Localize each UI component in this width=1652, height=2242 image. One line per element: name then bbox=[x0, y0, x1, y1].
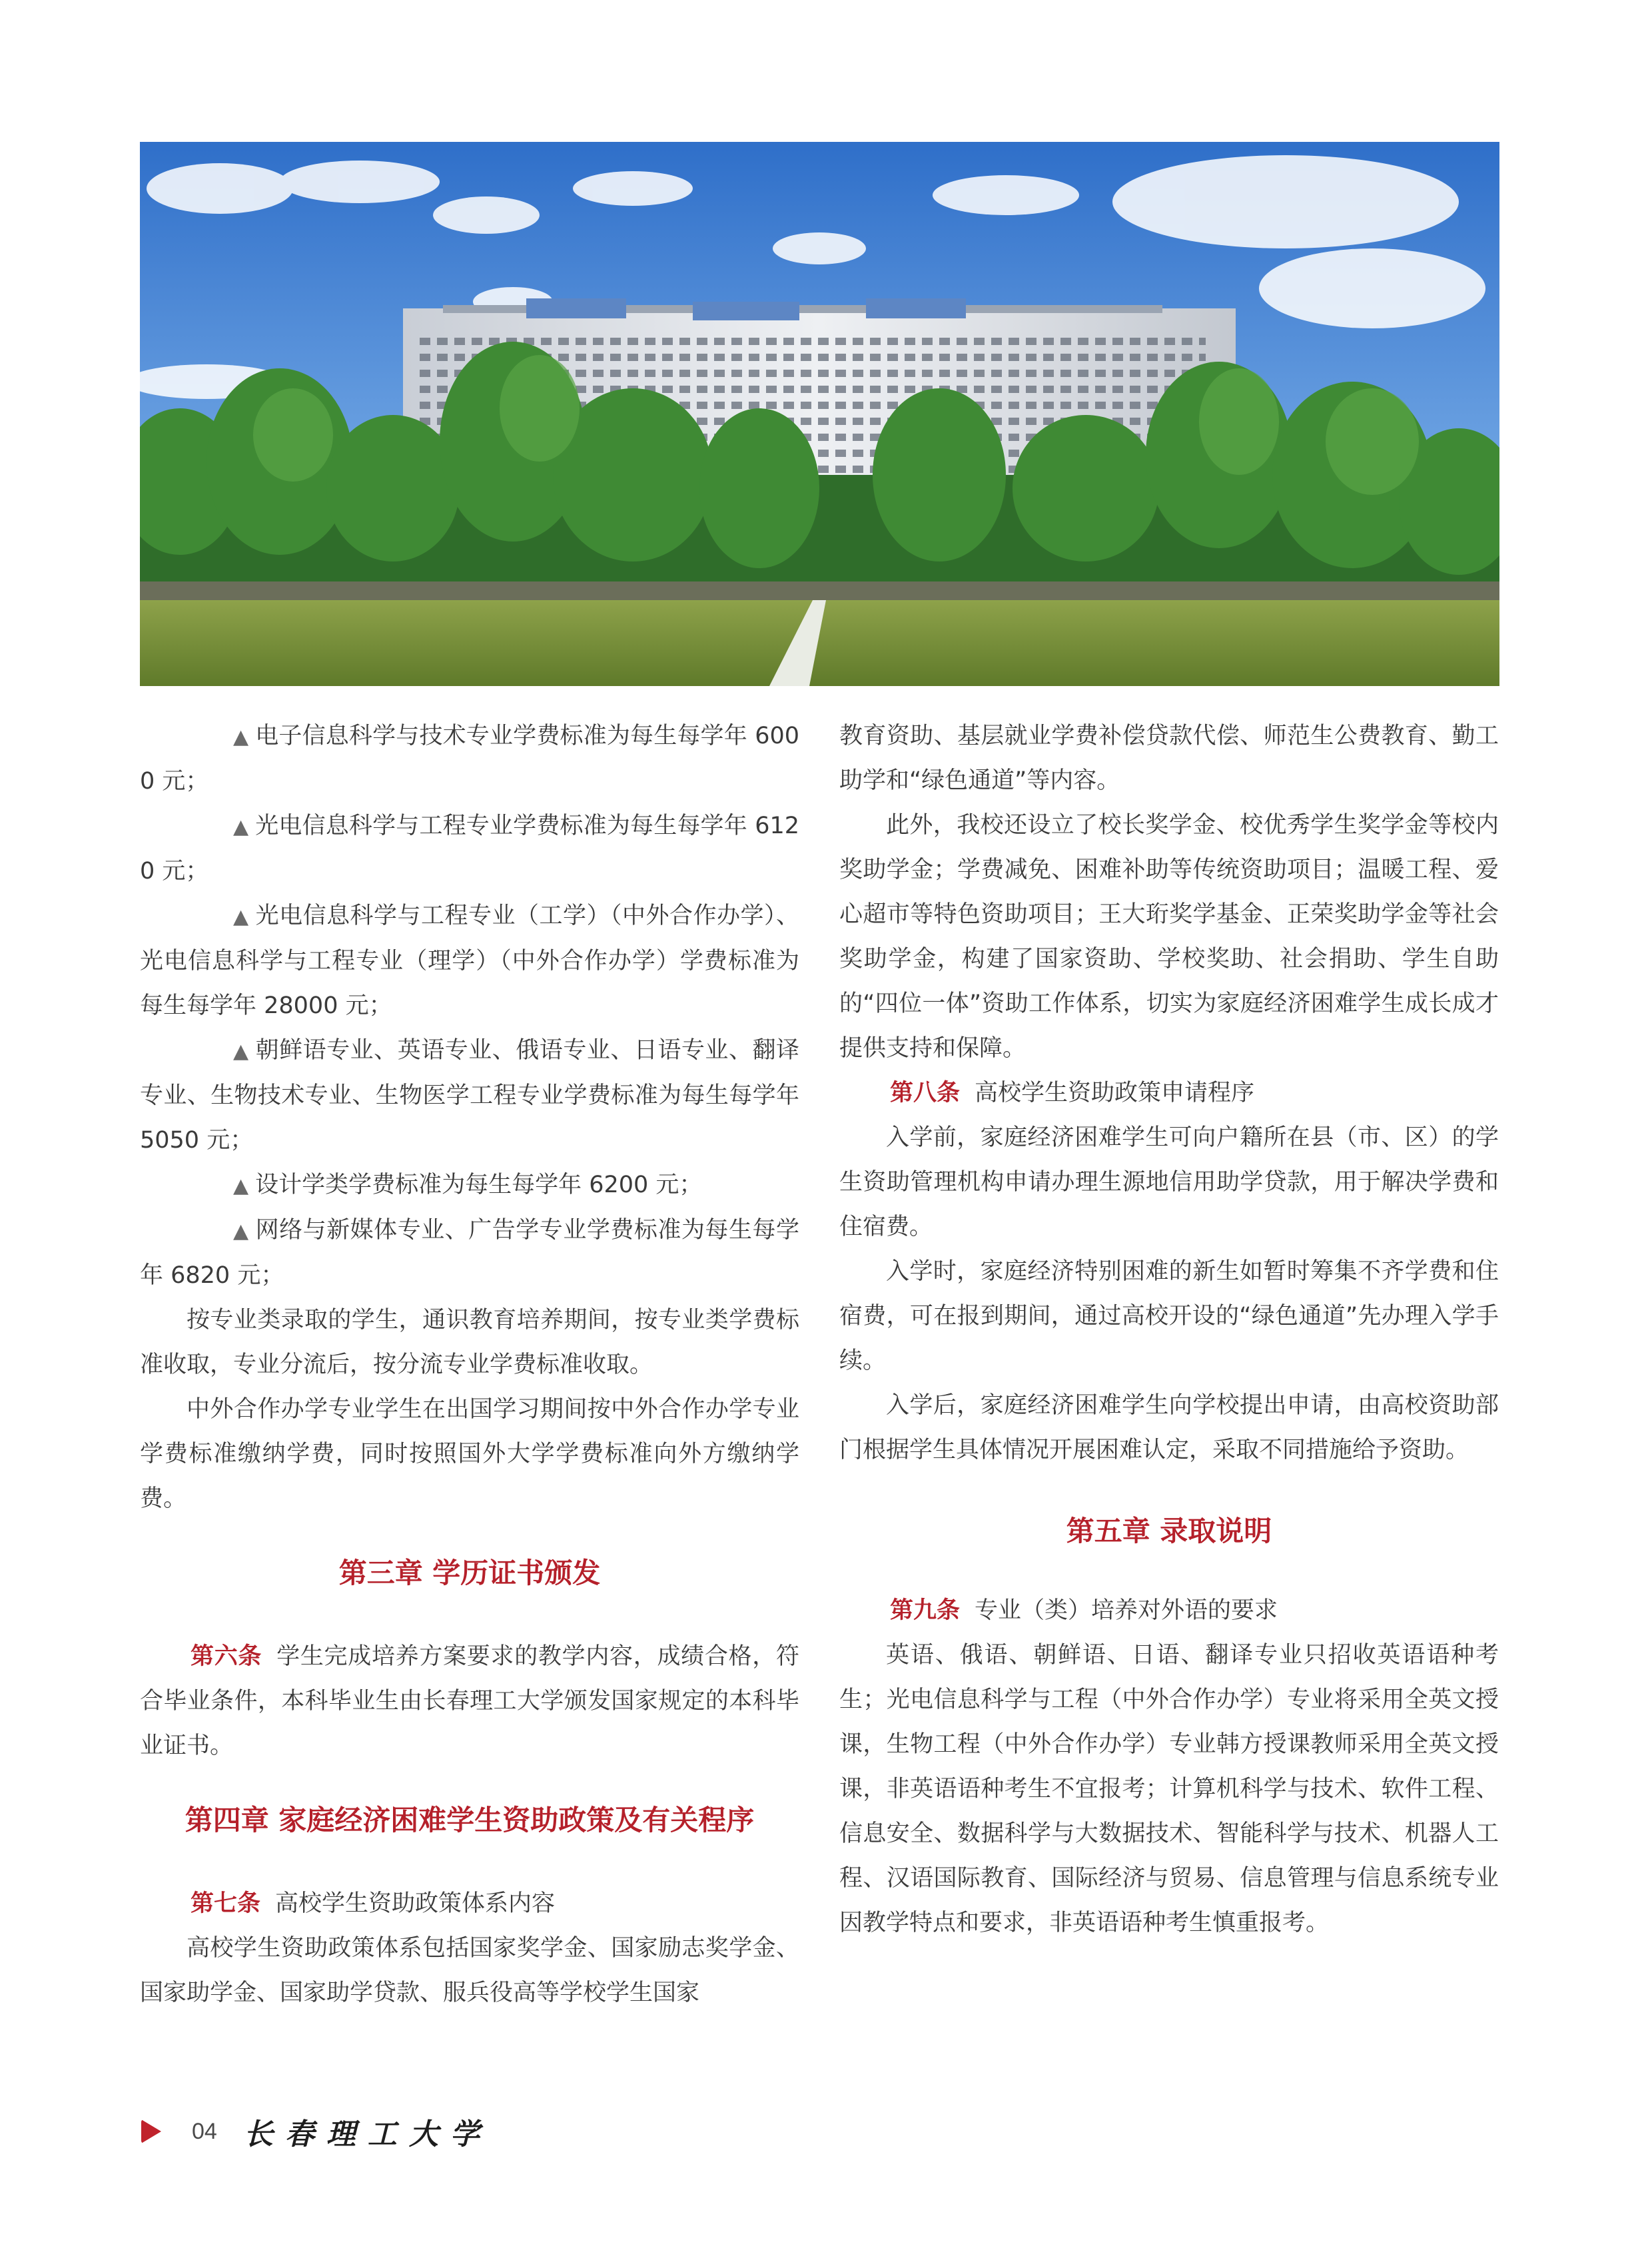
paragraph: 入学后，家庭经济困难学生向学校提出申请，由高校资助部门根据学生具体情况开展困难认定，采取不同措施给予资助。 bbox=[839, 1392, 1499, 1463]
triangle-bullet-icon: ▲ bbox=[233, 815, 249, 839]
chapter-heading: 第三章 学历证书颁发 bbox=[338, 1557, 601, 1589]
triangle-bullet-icon: ▲ bbox=[233, 1220, 249, 1243]
page-marker-icon bbox=[141, 2119, 161, 2143]
triangle-bullet-icon: ▲ bbox=[233, 905, 249, 929]
article-label: 第六条 bbox=[191, 1643, 262, 1670]
paragraph: 入学时，家庭经济特别困难的新生如暂时筹集不齐学费和住宿费，可在报到期间，通过高校开设的“绿色通道”先办理入学手续。 bbox=[839, 1258, 1499, 1374]
school-name-logo: 长春理工大学 bbox=[243, 2117, 492, 2151]
paragraph: 按专业类录取的学生，通识教育培养期间，按专业类学费标准收取，专业分流后，按分流专业学费标准收取。 bbox=[140, 1307, 799, 1378]
fee-item: ▲ 网络与新媒体专业、广告学专业学费标准为每生每学年 6820 元； bbox=[140, 1208, 799, 1298]
paragraph: 中外合作办学专业学生在出国学习期间按中外合作办学专业学费标准缴纳学费，同时按照国外大学学费标准向外方缴纳学费。 bbox=[140, 1396, 799, 1512]
article-label: 第八条 bbox=[890, 1080, 961, 1106]
chapter-heading: 第五章 录取说明 bbox=[1066, 1515, 1272, 1547]
campus-photo bbox=[140, 142, 1499, 686]
fee-item: ▲ 设计学类学费标准为每生每学年 6200 元； bbox=[140, 1163, 799, 1208]
fee-item: ▲ 光电信息科学与工程专业（工学）（中外合作办学）、光电信息科学与工程专业（理学）（中外合作办学）学费标准为每生每学年 28000 元； bbox=[140, 894, 799, 1028]
chapter-heading: 第四章 家庭经济困难学生资助政策及有关程序 bbox=[185, 1804, 755, 1836]
triangle-bullet-icon: ▲ bbox=[233, 725, 249, 749]
paragraph: 英语、俄语、朝鲜语、日语、翻译专业只招收英语语种考生；光电信息科学与工程（中外合作办学）专业将采用全英文授课，生物工程（中外合作办学）专业韩方授课教师采用全英文授课，非英语语种考生不宜报考；计算机科学与技术、软件工程、信息安全、数据科学与大数据技术、智能科学与技术、机器人工程、汉语国际教育、国际经济与贸易、信息管理与信息系统专业因教学特点和要求，非英语语种考生慎重报考。 bbox=[839, 1642, 1499, 1936]
fee-item: ▲ 光电信息科学与工程专业学费标准为每生每学年 6120 元； bbox=[140, 804, 799, 894]
article-6: 第六条 学生完成培养方案要求的教学内容，成绩合格，符合毕业条件，本科毕业生由长春理工大学颁发国家规定的本科毕业证书。 bbox=[140, 1643, 799, 1759]
paragraph: 高校学生资助政策体系包括国家奖学金、国家励志奖学金、国家助学金、国家助学贷款、服兵役高等学校学生国家 bbox=[140, 1935, 799, 2006]
left-column bbox=[140, 714, 799, 2016]
right-column bbox=[839, 714, 1499, 1946]
triangle-bullet-icon: ▲ bbox=[233, 1040, 249, 1063]
article-7-heading: 第七条 高校学生资助政策体系内容 bbox=[191, 1890, 556, 1917]
page-number: 04 bbox=[192, 2118, 217, 2144]
paragraph: 此外，我校还设立了校长奖学金、校优秀学生奖学金等校内奖助学金；学费减免、困难补助等传统资助项目；温暖工程、爱心超市等特色资助项目；王大珩奖学基金、正荣奖助学金等社会奖助学金，构建了国家资助、学校奖助、社会捐助、学生自助的“四位一体”资助工作体系，切实为家庭经济困难学生成长成才提供支持和保障。 bbox=[839, 812, 1499, 1062]
article-9-heading: 第九条 专业（类）培养对外语的要求 bbox=[890, 1597, 1278, 1624]
article-label: 第九条 bbox=[890, 1597, 961, 1624]
article-label: 第七条 bbox=[191, 1890, 261, 1917]
article-8-heading: 第八条 高校学生资助政策申请程序 bbox=[890, 1080, 1255, 1106]
campus-building-image bbox=[140, 142, 1499, 686]
fee-item: ▲ 电子信息科学与技术专业学费标准为每生每学年 6000 元； bbox=[140, 714, 799, 804]
triangle-bullet-icon: ▲ bbox=[233, 1174, 249, 1198]
page-footer bbox=[141, 2115, 492, 2151]
fee-item: ▲ 朝鲜语专业、英语专业、俄语专业、日语专业、翻译专业、生物技术专业、生物医学工程专业学费标准为每生每学年 5050 元； bbox=[140, 1028, 799, 1163]
paragraph: 入学前，家庭经济困难学生可向户籍所在县（市、区）的学生资助管理机构申请办理生源地信用助学贷款，用于解决学费和住宿费。 bbox=[839, 1124, 1499, 1240]
paragraph-continued: 教育资助、基层就业学费补偿贷款代偿、师范生公费教育、勤工助学和“绿色通道”等内容。 bbox=[839, 723, 1499, 794]
